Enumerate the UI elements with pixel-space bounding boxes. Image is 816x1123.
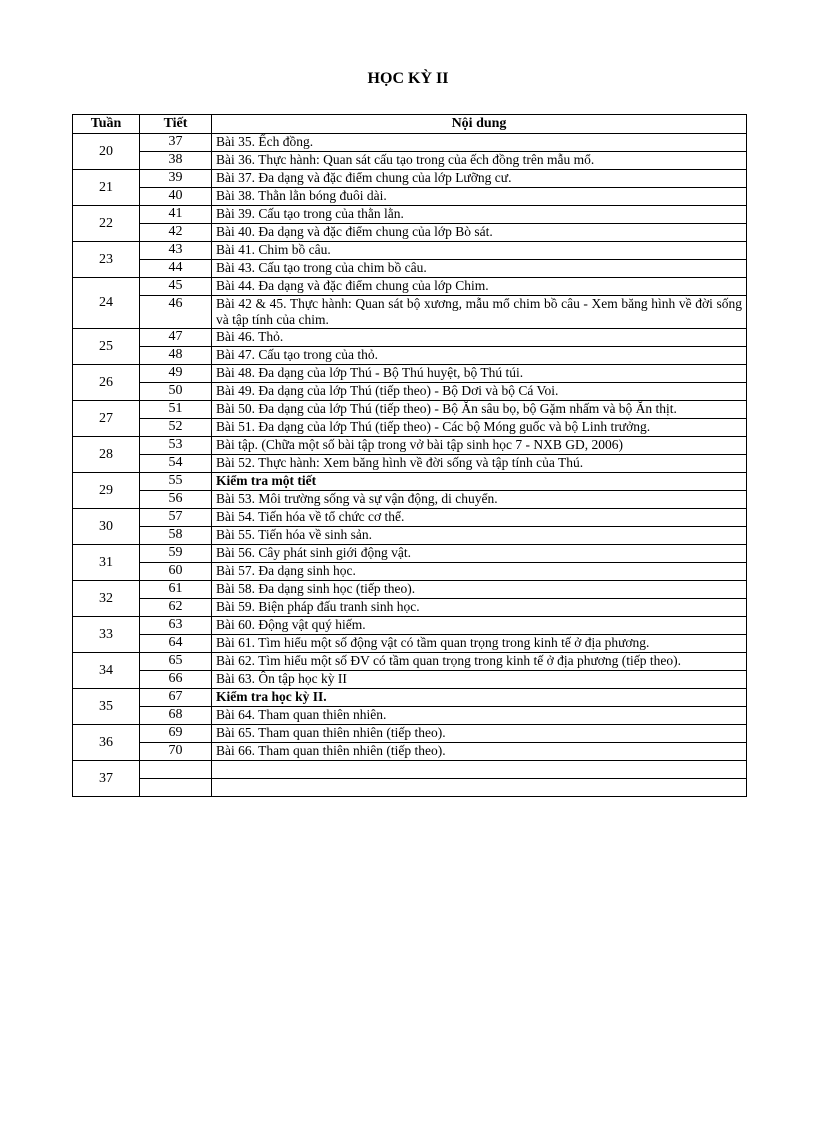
period-cell: 40 — [140, 188, 212, 206]
period-cell: 65 — [140, 653, 212, 671]
period-cell: 44 — [140, 260, 212, 278]
content-cell: Bài tập. (Chữa một số bài tập trong vở bài tập sinh học 7 - NXB GD, 2006) — [212, 437, 747, 455]
week-cell: 35 — [73, 689, 140, 725]
content-cell: Bài 37. Đa dạng và đặc điểm chung của lớp Lưỡng cư. — [212, 170, 747, 188]
period-cell: 52 — [140, 419, 212, 437]
content-cell: Bài 44. Đa dạng và đặc điểm chung của lớp Chim. — [212, 278, 747, 296]
content-cell: Bài 49. Đa dạng của lớp Thú (tiếp theo) - Bộ Dơi và bộ Cá Voi. — [212, 383, 747, 401]
table-row — [73, 707, 747, 725]
table-row — [73, 653, 747, 671]
content-cell: Bài 50. Đa dạng của lớp Thú (tiếp theo) - Bộ Ăn sâu bọ, bộ Gặm nhấm và bộ Ăn thịt. — [212, 401, 747, 419]
content-cell: Bài 61. Tìm hiểu một số động vật có tầm quan trọng trong kinh tế ở địa phương. — [212, 635, 747, 653]
period-cell: 58 — [140, 527, 212, 545]
content-cell: Bài 43. Cấu tạo trong của chim bồ câu. — [212, 260, 747, 278]
content-cell: Bài 63. Ôn tập học kỳ II — [212, 671, 747, 689]
period-cell: 56 — [140, 491, 212, 509]
table-row — [73, 527, 747, 545]
table-row — [73, 224, 747, 242]
table-row — [73, 401, 747, 419]
table-row — [73, 188, 747, 206]
period-cell: 50 — [140, 383, 212, 401]
table-row — [73, 242, 747, 260]
week-cell: 21 — [73, 170, 140, 206]
week-cell: 30 — [73, 509, 140, 545]
table-row — [73, 581, 747, 599]
period-cell: 51 — [140, 401, 212, 419]
content-cell: Bài 52. Thực hành: Xem băng hình về đời sống và tập tính của Thú. — [212, 455, 747, 473]
period-cell: 57 — [140, 509, 212, 527]
table-row — [73, 206, 747, 224]
content-cell: Bài 58. Đa dạng sinh học (tiếp theo). — [212, 581, 747, 599]
period-cell: 42 — [140, 224, 212, 242]
table-row — [73, 563, 747, 581]
table-header-row — [73, 115, 747, 134]
week-cell: 20 — [73, 134, 140, 170]
content-cell: Bài 46. Thỏ. — [212, 329, 747, 347]
table-row — [73, 347, 747, 365]
period-cell: 69 — [140, 725, 212, 743]
period-cell: 41 — [140, 206, 212, 224]
table-row — [73, 671, 747, 689]
table-row — [73, 437, 747, 455]
period-cell: 46 — [140, 296, 212, 329]
week-cell: 37 — [73, 761, 140, 797]
period-cell: 45 — [140, 278, 212, 296]
table-row — [73, 491, 747, 509]
period-cell: 48 — [140, 347, 212, 365]
content-cell: Bài 59. Biện pháp đấu tranh sinh học. — [212, 599, 747, 617]
table-row — [73, 473, 747, 491]
table-row — [73, 599, 747, 617]
week-cell: 29 — [73, 473, 140, 509]
table-row — [73, 260, 747, 278]
content-cell: Bài 36. Thực hành: Quan sát cấu tạo trong của ếch đồng trên mẫu mổ. — [212, 152, 747, 170]
period-cell: 63 — [140, 617, 212, 635]
content-column-header: Nội dung — [212, 115, 747, 134]
table-row — [73, 455, 747, 473]
content-cell: Bài 35. Ếch đồng. — [212, 134, 747, 152]
period-cell: 64 — [140, 635, 212, 653]
table-row — [73, 134, 747, 152]
schedule-body — [73, 134, 747, 797]
week-cell: 27 — [73, 401, 140, 437]
week-cell: 23 — [73, 242, 140, 278]
content-cell: Bài 66. Tham quan thiên nhiên (tiếp theo). — [212, 743, 747, 761]
period-cell: 62 — [140, 599, 212, 617]
content-cell: Bài 54. Tiến hóa về tổ chức cơ thể. — [212, 509, 747, 527]
period-cell: 49 — [140, 365, 212, 383]
table-row — [73, 761, 747, 779]
schedule-table — [72, 114, 747, 797]
week-cell: 22 — [73, 206, 140, 242]
content-cell: Bài 41. Chim bồ câu. — [212, 242, 747, 260]
content-cell: Bài 65. Tham quan thiên nhiên (tiếp theo). — [212, 725, 747, 743]
content-cell: Bài 47. Cấu tạo trong của thỏ. — [212, 347, 747, 365]
content-cell: Bài 53. Môi trường sống và sự vận động, di chuyển. — [212, 491, 747, 509]
week-cell: 28 — [73, 437, 140, 473]
table-row — [73, 617, 747, 635]
period-cell: 66 — [140, 671, 212, 689]
table-row — [73, 296, 747, 329]
content-cell: Bài 64. Tham quan thiên nhiên. — [212, 707, 747, 725]
period-cell: 59 — [140, 545, 212, 563]
content-cell: Bài 62. Tìm hiểu một số ĐV có tầm quan trọng trong kinh tế ở địa phương (tiếp theo). — [212, 653, 747, 671]
period-cell: 61 — [140, 581, 212, 599]
content-cell: Kiểm tra học kỳ II. — [212, 689, 747, 707]
week-cell: 31 — [73, 545, 140, 581]
page-title: HỌC KỲ II — [367, 70, 449, 87]
period-cell: 60 — [140, 563, 212, 581]
period-cell: 47 — [140, 329, 212, 347]
period-cell: 38 — [140, 152, 212, 170]
content-cell — [212, 779, 747, 797]
content-cell: Bài 56. Cây phát sinh giới động vật. — [212, 545, 747, 563]
content-cell: Bài 51. Đa dạng của lớp Thú (tiếp theo) - Các bộ Móng guốc và bộ Linh trưởng. — [212, 419, 747, 437]
table-row — [73, 689, 747, 707]
content-cell: Bài 38. Thằn lằn bóng đuôi dài. — [212, 188, 747, 206]
table-row — [73, 545, 747, 563]
period-cell: 70 — [140, 743, 212, 761]
content-cell: Bài 39. Cấu tạo trong của thằn lằn. — [212, 206, 747, 224]
week-cell: 33 — [73, 617, 140, 653]
week-cell: 24 — [73, 278, 140, 329]
period-cell: 68 — [140, 707, 212, 725]
table-row — [73, 725, 747, 743]
week-cell: 26 — [73, 365, 140, 401]
week-cell: 25 — [73, 329, 140, 365]
table-row — [73, 635, 747, 653]
table-row — [73, 509, 747, 527]
table-row — [73, 365, 747, 383]
table-row — [73, 419, 747, 437]
content-cell: Bài 42 & 45. Thực hành: Quan sát bộ xương, mẫu mổ chim bồ câu - Xem băng hình về đời sống và tập tính của chim. — [212, 296, 747, 329]
content-cell: Kiểm tra một tiết — [212, 473, 747, 491]
period-cell — [140, 779, 212, 797]
table-row — [73, 383, 747, 401]
table-row — [73, 743, 747, 761]
table-row — [73, 329, 747, 347]
period-cell: 54 — [140, 455, 212, 473]
table-row — [73, 170, 747, 188]
period-cell: 55 — [140, 473, 212, 491]
period-cell: 53 — [140, 437, 212, 455]
week-cell: 32 — [73, 581, 140, 617]
table-row — [73, 278, 747, 296]
content-cell: Bài 40. Đa dạng và đặc điểm chung của lớp Bò sát. — [212, 224, 747, 242]
week-column-header: Tuần — [73, 115, 140, 134]
period-column-header: Tiết — [140, 115, 212, 134]
content-cell: Bài 57. Đa dạng sinh học. — [212, 563, 747, 581]
table-row — [73, 152, 747, 170]
week-cell: 36 — [73, 725, 140, 761]
period-cell: 67 — [140, 689, 212, 707]
content-cell — [212, 761, 747, 779]
period-cell: 37 — [140, 134, 212, 152]
content-cell: Bài 48. Đa dạng của lớp Thú - Bộ Thú huyệt, bộ Thú túi. — [212, 365, 747, 383]
period-cell — [140, 761, 212, 779]
content-cell: Bài 55. Tiến hóa về sinh sản. — [212, 527, 747, 545]
content-cell: Bài 60. Động vật quý hiếm. — [212, 617, 747, 635]
table-row — [73, 779, 747, 797]
period-cell: 39 — [140, 170, 212, 188]
period-cell: 43 — [140, 242, 212, 260]
week-cell: 34 — [73, 653, 140, 689]
